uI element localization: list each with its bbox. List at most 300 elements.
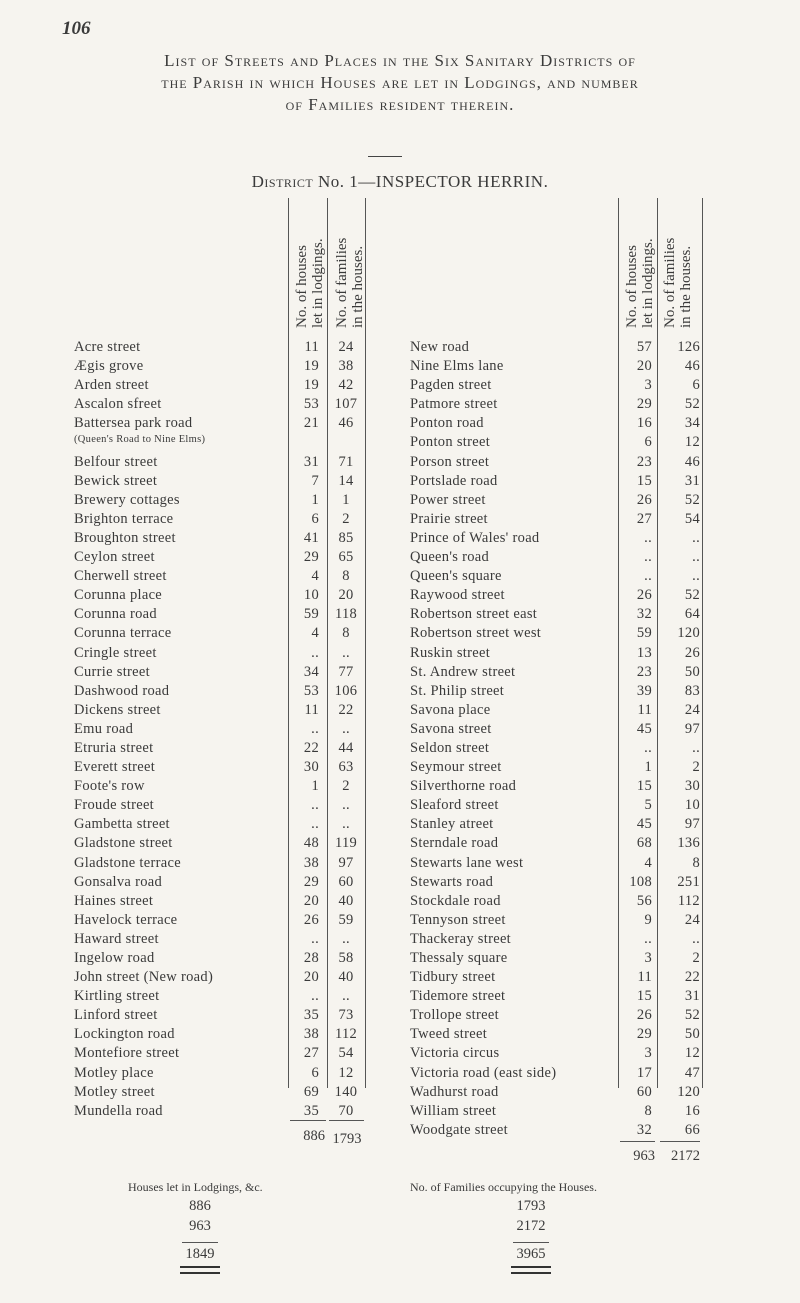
double-rule	[180, 1266, 220, 1274]
title-line: List of Streets and Places in the Six Sanitary Districts of	[164, 51, 636, 70]
houses-count: 45	[636, 720, 652, 737]
street-name: Brewery cottages	[74, 491, 180, 508]
right-table	[0, 339, 800, 1141]
houses-count: 3	[644, 1045, 652, 1062]
header-line: No. of houses	[294, 245, 310, 328]
street-name: Robertson street east	[410, 606, 538, 623]
header-line: in the houses.	[678, 245, 694, 328]
street-name: Motley street	[74, 1083, 155, 1100]
houses-count: 21	[303, 415, 319, 432]
street-name: Stewarts road	[410, 873, 494, 890]
table-row	[0, 1007, 800, 1026]
street-name: Haward street	[74, 930, 159, 947]
page-number: 106	[62, 18, 91, 39]
families-count: 140	[334, 1083, 358, 1100]
street-name: Etruria street	[74, 739, 154, 756]
street-name: Dashwood road	[74, 682, 170, 699]
table-row	[0, 683, 800, 702]
houses-count: ..	[311, 816, 319, 833]
houses-count: ..	[644, 930, 652, 947]
families-count: 1	[342, 491, 350, 508]
table-row	[0, 549, 800, 568]
houses-count: 45	[636, 816, 652, 833]
table-row	[0, 1122, 800, 1141]
street-name: Ruskin street	[410, 644, 491, 661]
families-count: 54	[338, 1045, 354, 1062]
table-row	[0, 625, 800, 644]
houses-count: 23	[636, 663, 652, 680]
houses-count: ..	[644, 739, 652, 756]
families-count: 50	[684, 1026, 700, 1043]
street-name: Foote's row	[74, 778, 145, 795]
houses-count: 28	[303, 950, 319, 966]
houses-count: 6	[311, 510, 319, 527]
street-name: Victoria circus	[410, 1045, 500, 1062]
houses-count: ..	[311, 988, 319, 1005]
families-count: ..	[342, 988, 350, 1005]
houses-count: ..	[311, 797, 319, 814]
families-count: 47	[684, 1064, 700, 1081]
families-count: 60	[338, 873, 354, 890]
table-row	[0, 912, 800, 931]
families-count: 24	[338, 339, 354, 355]
street-name: Wadhurst road	[410, 1083, 499, 1100]
houses-count: 4	[311, 625, 319, 642]
summary-families-value: 2172	[516, 1218, 546, 1234]
title-line: of Families resident therein.	[285, 95, 515, 114]
houses-count: 35	[303, 1102, 319, 1119]
street-name: Prairie street	[410, 510, 488, 527]
families-count: 64	[684, 606, 700, 623]
houses-count: 56	[636, 892, 652, 909]
street-name: Ponton street	[410, 434, 491, 451]
houses-count: 26	[636, 587, 652, 604]
families-count: ..	[692, 568, 700, 585]
title-line: the Parish in which Houses are let in Lodgings, and number	[161, 73, 639, 92]
table-row	[0, 1065, 800, 1084]
houses-count: 10	[303, 587, 319, 604]
families-count: ..	[692, 549, 700, 566]
table-row	[0, 721, 800, 740]
street-name: John street (New road)	[74, 969, 214, 986]
summary-houses-value: 963	[189, 1218, 211, 1234]
double-rule	[511, 1266, 551, 1274]
street-name: Broughton street	[74, 529, 176, 546]
houses-count: 7	[311, 472, 319, 489]
houses-count: 38	[303, 854, 319, 871]
right-total-families: 2172	[671, 1148, 700, 1164]
houses-count: 32	[636, 1121, 652, 1138]
table-row	[0, 511, 800, 530]
table-row	[0, 587, 800, 606]
street-name: Battersea park road	[74, 415, 193, 432]
street-name: Motley place	[74, 1064, 154, 1081]
houses-count: 35	[303, 1007, 319, 1024]
families-count: 118	[334, 606, 358, 623]
families-count: 112	[677, 892, 700, 909]
families-count: 8	[342, 568, 350, 585]
families-count: 106	[334, 682, 358, 699]
street-name: Gladstone street	[74, 835, 173, 852]
houses-count: 20	[303, 892, 319, 909]
table-row	[0, 530, 800, 549]
families-count: 119	[334, 835, 358, 852]
families-count: 22	[338, 701, 354, 718]
houses-count: 1	[644, 759, 652, 776]
summary-houses-total: 1849	[185, 1246, 215, 1262]
street-name: Woodgate street	[410, 1121, 508, 1138]
street-name: Queen's square	[410, 568, 502, 585]
houses-count: 29	[303, 873, 319, 890]
houses-count: 19	[303, 358, 319, 375]
families-count: 26	[684, 644, 700, 661]
families-count: 2	[342, 510, 350, 527]
street-name: Robertson street west	[410, 625, 542, 642]
table-row	[0, 1026, 800, 1045]
street-name: Everett street	[74, 759, 156, 776]
houses-count: 30	[303, 759, 319, 776]
houses-count: 11	[304, 701, 319, 718]
families-count: 2	[692, 950, 700, 966]
table-row	[0, 1045, 800, 1064]
street-name: Raywood street	[410, 587, 505, 604]
houses-count: 34	[303, 663, 319, 680]
street-name: Stewarts lane west	[410, 854, 524, 871]
families-count: ..	[342, 797, 350, 814]
street-name: Nine Elms lane	[410, 358, 504, 375]
table-row	[0, 702, 800, 721]
houses-count: 15	[636, 778, 652, 795]
families-count: ..	[692, 529, 700, 546]
houses-count: 13	[636, 644, 652, 661]
families-count: 31	[684, 988, 700, 1005]
header-line: No. of houses	[624, 245, 640, 328]
houses-count: 19	[303, 377, 319, 394]
families-count: 16	[684, 1102, 700, 1119]
street-name: Dickens street	[74, 701, 161, 718]
families-count: 97	[338, 854, 354, 871]
total-rule	[329, 1120, 364, 1121]
families-count: 58	[338, 950, 354, 966]
street-name: Patmore street	[410, 396, 498, 413]
table-row	[0, 893, 800, 912]
families-count: 8	[342, 625, 350, 642]
street-name: Sleaford street	[410, 797, 499, 814]
street-name: Froude street	[74, 797, 155, 814]
houses-count: 9	[644, 911, 652, 928]
families-count: 52	[684, 396, 700, 413]
table-row	[0, 664, 800, 683]
table-row	[0, 568, 800, 587]
header-line: in the houses.	[350, 245, 366, 328]
houses-count: 27	[636, 510, 652, 527]
street-name: Brighton terrace	[74, 510, 174, 527]
families-count: 34	[684, 415, 700, 432]
families-count: 97	[684, 816, 700, 833]
street-name: Bewick street	[74, 472, 158, 489]
families-count: 71	[338, 453, 354, 470]
houses-count: 4	[311, 568, 319, 585]
table-row	[0, 645, 800, 664]
families-count: ..	[342, 930, 350, 947]
street-name: Tweed street	[410, 1026, 488, 1043]
families-count: 112	[334, 1026, 358, 1043]
families-count: 63	[338, 759, 354, 776]
street-name: Thessaly square	[410, 950, 508, 966]
summary-families-value: 1793	[516, 1198, 546, 1214]
table-row	[0, 835, 800, 854]
families-count: 52	[684, 587, 700, 604]
houses-count: 53	[303, 682, 319, 699]
street-name: (Queen's Road to Nine Elms)	[74, 434, 206, 446]
houses-count: 17	[636, 1064, 652, 1081]
houses-count: 29	[303, 549, 319, 566]
street-name: Stanley atreet	[410, 816, 494, 833]
houses-count: 29	[636, 396, 652, 413]
houses-count: ..	[644, 549, 652, 566]
street-name: Gonsalva road	[74, 873, 163, 890]
street-name: St. Philip street	[410, 682, 505, 699]
families-count: 38	[338, 358, 354, 375]
houses-count: 29	[636, 1026, 652, 1043]
table-row	[0, 969, 800, 988]
street-name: Havelock terrace	[74, 911, 178, 928]
families-count: 8	[692, 854, 700, 871]
street-name: Cringle street	[74, 644, 157, 661]
families-count: 77	[338, 663, 354, 680]
street-name: Emu road	[74, 720, 134, 737]
families-count: 107	[334, 396, 358, 413]
header-line: let in lodgings.	[640, 238, 656, 328]
left-total-families: 1793	[332, 1131, 362, 1147]
street-name: Tennyson street	[410, 911, 506, 928]
families-count: 65	[338, 549, 354, 566]
table-row	[0, 339, 800, 358]
street-name: Ponton road	[410, 415, 484, 432]
houses-count: 26	[636, 491, 652, 508]
families-count: 85	[338, 529, 354, 546]
houses-count: 16	[636, 415, 652, 432]
families-count: 24	[684, 701, 700, 718]
houses-count: 69	[303, 1083, 319, 1100]
street-name: Sterndale road	[410, 835, 499, 852]
street-name: Cherwell street	[74, 568, 167, 585]
families-count: 44	[338, 739, 354, 756]
families-count: 40	[338, 892, 354, 909]
table-row	[0, 797, 800, 816]
table-row	[0, 759, 800, 778]
houses-count: 15	[636, 988, 652, 1005]
houses-count: 59	[303, 606, 319, 623]
houses-count: 15	[636, 472, 652, 489]
street-name: Thackeray street	[410, 930, 512, 947]
families-count: 50	[684, 663, 700, 680]
street-name: Haines street	[74, 892, 154, 909]
header-line: No. of families	[334, 237, 350, 328]
street-name: Arden street	[74, 377, 149, 394]
table-row	[0, 606, 800, 625]
houses-count: 5	[644, 797, 652, 814]
houses-count: 20	[303, 969, 319, 986]
families-count: 12	[684, 434, 700, 451]
families-count: 12	[684, 1045, 700, 1062]
street-name: Savona street	[410, 720, 492, 737]
houses-count: 3	[644, 377, 652, 394]
families-count: 42	[338, 377, 354, 394]
street-name: Prince of Wales' road	[410, 529, 540, 546]
families-count: 30	[684, 778, 700, 795]
table-row	[0, 1103, 800, 1122]
houses-count: 8	[644, 1102, 652, 1119]
street-name: Tidemore street	[410, 988, 506, 1005]
street-name: Ceylon street	[74, 549, 155, 566]
families-count: ..	[342, 720, 350, 737]
street-name: Corunna place	[74, 587, 163, 604]
houses-count: 68	[636, 835, 652, 852]
houses-count: 31	[303, 453, 319, 470]
table-row	[0, 874, 800, 893]
houses-count: 11	[637, 969, 652, 986]
street-name: Seldon street	[410, 739, 490, 756]
families-count: 46	[338, 415, 354, 432]
street-name: St. Andrew street	[410, 663, 516, 680]
houses-count: 6	[644, 434, 652, 451]
left-houses-header	[294, 200, 326, 328]
houses-count: 11	[304, 339, 319, 355]
right-families-header	[662, 197, 694, 328]
families-count: 70	[338, 1102, 354, 1119]
families-count: 97	[684, 720, 700, 737]
summary-houses-label: Houses let in Lodgings, &c.	[128, 1180, 263, 1194]
families-count: 40	[338, 969, 354, 986]
district-inspector: No. 1—INSPECTOR HERRIN.	[318, 172, 549, 191]
table-row	[0, 931, 800, 950]
table-row	[0, 377, 800, 396]
houses-count: 27	[303, 1045, 319, 1062]
street-name: Trollope street	[410, 1007, 499, 1024]
street-name: Savona place	[410, 701, 491, 718]
street-name: Montefiore street	[74, 1045, 180, 1062]
houses-count: ..	[644, 568, 652, 585]
houses-count: 23	[636, 453, 652, 470]
street-name: Power street	[410, 491, 486, 508]
families-count: 126	[677, 339, 700, 355]
families-count: 2	[692, 759, 700, 776]
families-count: 22	[684, 969, 700, 986]
families-count: 20	[338, 587, 354, 604]
header-line: let in lodgings.	[310, 238, 326, 328]
families-count: ..	[342, 816, 350, 833]
street-name: Seymour street	[410, 759, 502, 776]
houses-count: 59	[636, 625, 652, 642]
families-count: 59	[338, 911, 354, 928]
families-count: 14	[338, 472, 354, 489]
families-count: 120	[677, 625, 700, 642]
street-name: Currie street	[74, 663, 150, 680]
street-name: Stockdale road	[410, 892, 501, 909]
houses-count: 1	[311, 778, 319, 795]
page-title	[40, 50, 760, 116]
families-count: ..	[342, 644, 350, 661]
houses-count: 108	[629, 873, 652, 890]
street-name: Ægis grove	[74, 358, 144, 375]
street-name: Gladstone terrace	[74, 854, 181, 871]
street-name: Gambetta street	[74, 816, 170, 833]
families-count: 12	[338, 1064, 354, 1081]
families-count: 2	[342, 778, 350, 795]
table-row	[0, 950, 800, 969]
left-total-houses: 886	[303, 1128, 325, 1144]
families-count: 251	[677, 873, 700, 890]
families-count: 83	[684, 682, 700, 699]
houses-count: ..	[644, 529, 652, 546]
street-name: Corunna terrace	[74, 625, 172, 642]
houses-count: 4	[644, 854, 652, 871]
street-name: Linford street	[74, 1007, 158, 1024]
street-name: New road	[410, 339, 470, 355]
families-count: ..	[692, 930, 700, 947]
table-row	[0, 740, 800, 759]
street-name: Mundella road	[74, 1102, 163, 1119]
families-count: 52	[684, 491, 700, 508]
houses-count: 60	[636, 1083, 652, 1100]
table-row	[0, 988, 800, 1007]
street-name: Pagden street	[410, 377, 492, 394]
street-name: Queen's road	[410, 549, 490, 566]
street-name: Ingelow road	[74, 950, 155, 966]
families-count: 6	[692, 377, 700, 394]
district-heading	[0, 172, 800, 192]
houses-count: 57	[636, 339, 652, 355]
district-label: District	[251, 172, 314, 191]
table-row	[0, 358, 800, 377]
left-families-header	[334, 197, 366, 328]
houses-count: 3	[644, 950, 652, 966]
families-count: 46	[684, 358, 700, 375]
table-row	[0, 434, 800, 453]
houses-count: 32	[636, 606, 652, 623]
right-total-houses: 963	[633, 1148, 655, 1164]
families-count: 66	[684, 1121, 700, 1138]
houses-count: 1	[311, 491, 319, 508]
street-name: Belfour street	[74, 453, 158, 470]
families-count: 73	[338, 1007, 354, 1024]
houses-count: 38	[303, 1026, 319, 1043]
families-count: 46	[684, 453, 700, 470]
houses-count: 11	[637, 701, 652, 718]
right-houses-header	[624, 200, 656, 328]
houses-count: 22	[303, 739, 319, 756]
street-name: Porson street	[410, 453, 490, 470]
street-name: Tidbury street	[410, 969, 496, 986]
street-name: Ascalon sfreet	[74, 396, 162, 413]
families-count: 10	[684, 797, 700, 814]
header-line: No. of families	[662, 237, 678, 328]
summary-houses-value: 886	[189, 1198, 211, 1214]
summary-families-total: 3965	[516, 1246, 546, 1262]
families-count: 120	[677, 1083, 700, 1100]
street-name: William street	[410, 1102, 497, 1119]
table-row	[0, 778, 800, 797]
table-row	[0, 855, 800, 874]
street-name: Corunna road	[74, 606, 157, 623]
table-row	[0, 473, 800, 492]
houses-count: 53	[303, 396, 319, 413]
total-rule	[620, 1141, 655, 1142]
houses-count: ..	[311, 930, 319, 947]
street-name: Portslade road	[410, 472, 498, 489]
total-rule	[290, 1120, 326, 1121]
